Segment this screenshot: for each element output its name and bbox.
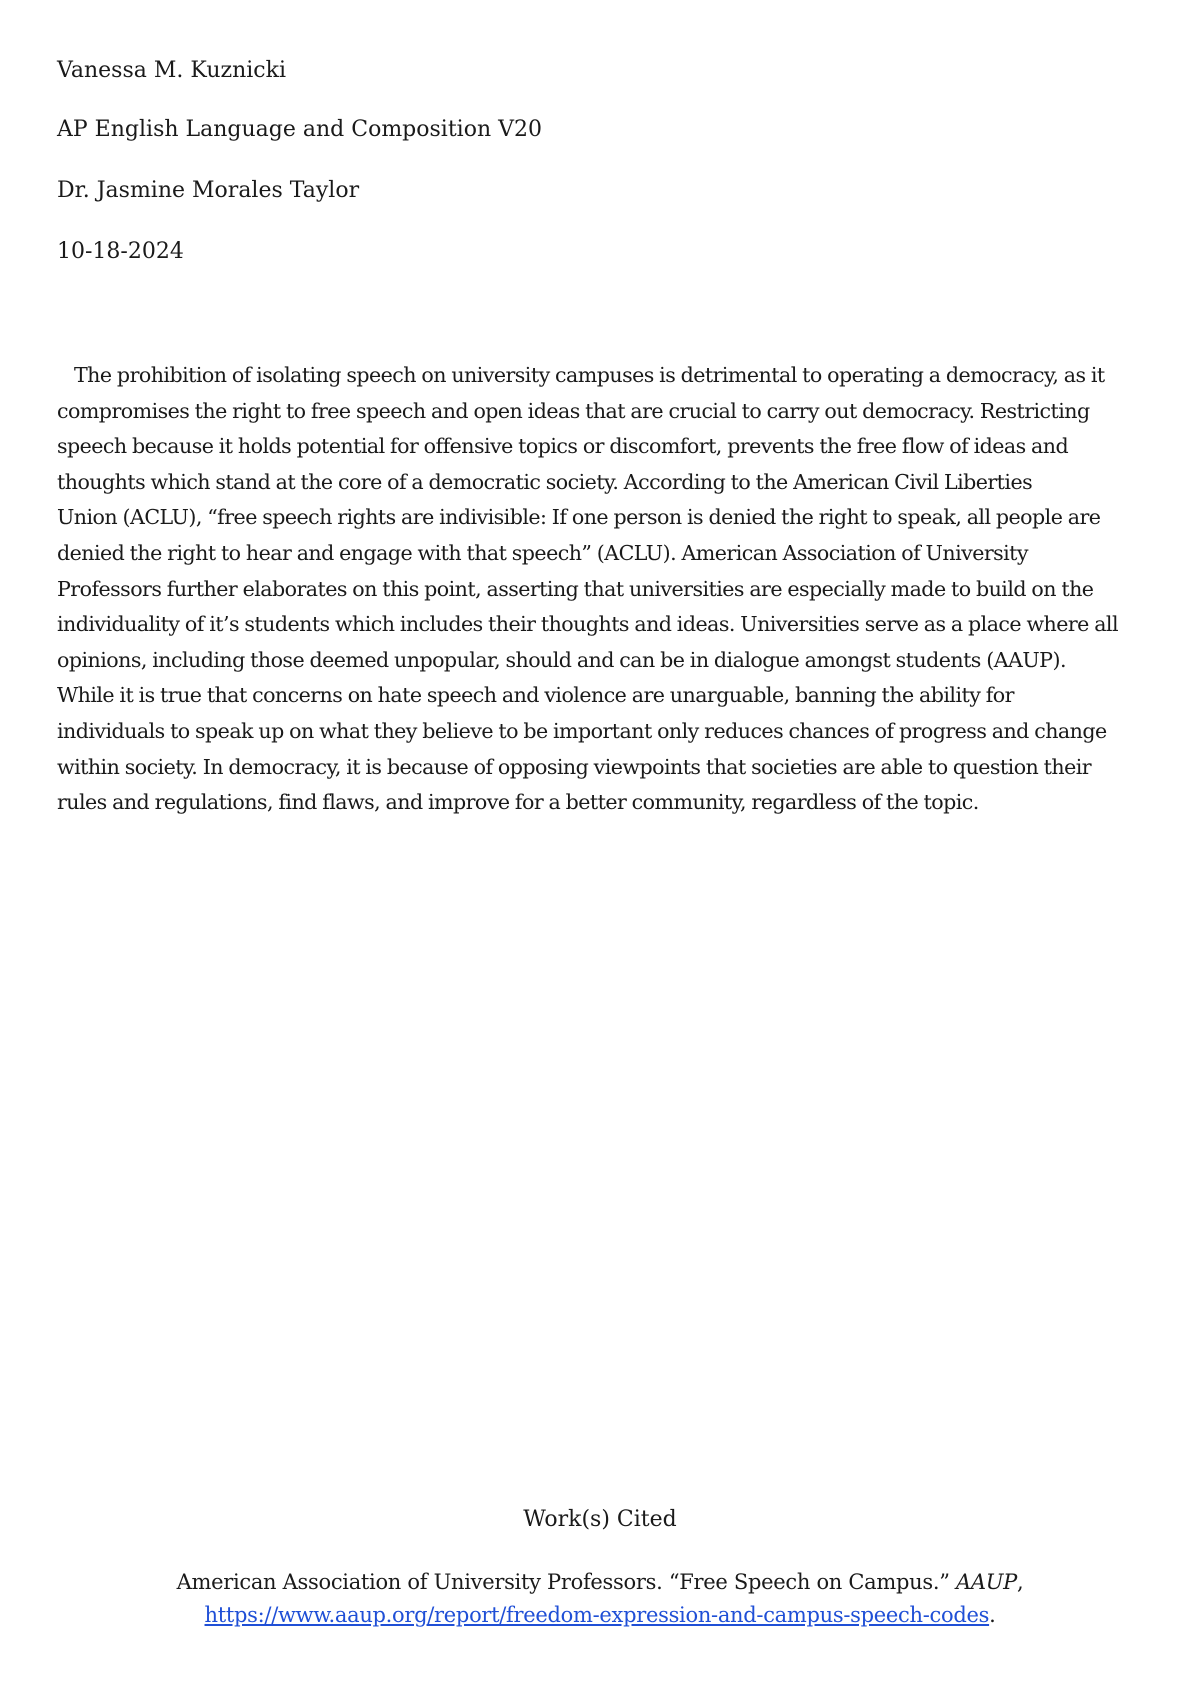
paragraph-line: Union (ACLU), “free speech rights are indivisible: If one person is denied the right to speak, all people are [57,505,1101,530]
paragraph-line: individuality of it’s students which includes their thoughts and ideas. Universities serve as a place where all [57,612,1119,637]
document-date: 10-18-2024 [57,239,184,264]
paragraph-line: speech because it holds potential for offensive topics or discomfort, prevents the free flow of ideas and [57,434,1069,459]
course-name: AP English Language and Composition V20 [57,117,542,142]
citation-url-link[interactable]: https://www.aaup.org/report/freedom-expression-and-campus-speech-codes [204,1603,990,1627]
paragraph-line: individuals to speak up on what they believe to be important only reduces chances of progress and change [57,718,1107,743]
paragraph-line: Professors further elaborates on this point, asserting that universities are especially made to build on the [57,576,1094,601]
paragraph-line: While it is true that concerns on hate speech and violence are unarguable, banning the ability for [57,683,1014,708]
student-name: Vanessa M. Kuznicki [57,58,286,83]
citation-text: American Association of University Professors. “Free Speech on Campus.” [176,1570,957,1594]
paragraph-line: rules and regulations, find flaws, and improve for a better community, regardless of the topic. [57,790,979,815]
citation-second-line [0,1599,1200,1632]
paragraph-line: compromises the right to free speech and open ideas that are crucial to carry out democracy. Restricting [57,398,1090,423]
citation-punctuation: , [1016,1570,1024,1594]
paragraph-line: The prohibition of isolating speech on university campuses is detrimental to operating a democracy, as it [74,363,1105,387]
paragraph-line: opinions, including those deemed unpopular, should and can be in dialogue amongst students (AAUP). [57,647,1066,672]
works-cited-heading: Work(s) Cited [523,1507,677,1532]
essay-paragraph [57,358,1147,821]
citation-source: AAUP [956,1570,1017,1594]
paragraph-line: denied the right to hear and engage with that speech” (ACLU). American Association of University [57,540,1028,565]
teacher-name: Dr. Jasmine Morales Taylor [57,178,360,203]
works-cited-entry [0,1566,1200,1632]
citation-first-line [0,1566,1200,1599]
citation-end-punctuation: . [989,1603,996,1627]
paragraph-line: within society. In democracy, it is because of opposing viewpoints that societies are able to question their [57,754,1092,779]
paragraph-line: thoughts which stand at the core of a democratic society. According to the American Civil Liberties [57,469,1033,494]
